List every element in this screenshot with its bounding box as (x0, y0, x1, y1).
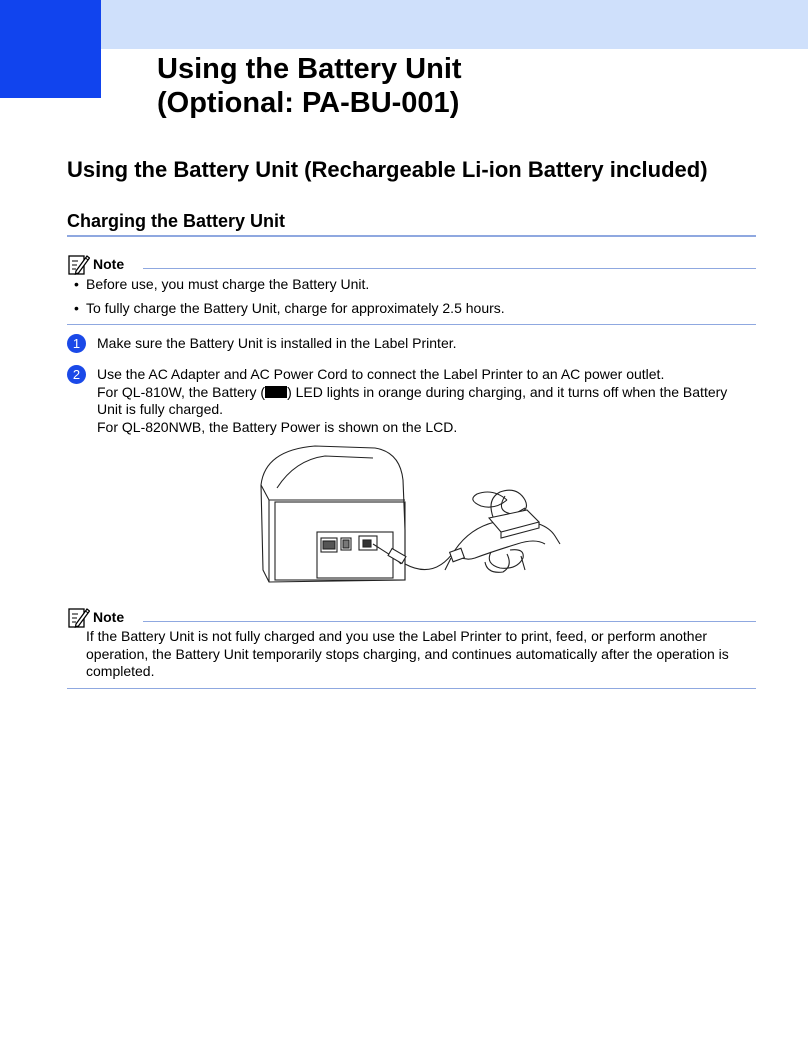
note-bullet-text: To fully charge the Battery Unit, charge for approximately 2.5 hours. (86, 300, 505, 316)
chapter-tab (0, 0, 101, 98)
note-divider (143, 621, 756, 622)
note-divider (143, 268, 756, 269)
note-header (68, 605, 124, 629)
note-bullet: • Before use, you must charge the Battery Unit. (74, 276, 370, 292)
header-band (0, 0, 808, 49)
step-2-line2-after: ) LED lights in orange during charging, and it turns off when the Battery (287, 383, 728, 400)
subsection-rule (67, 235, 756, 237)
page-title-line1: Using the Battery Unit (157, 53, 462, 85)
step-2-line3: Unit is fully charged. (97, 401, 224, 417)
section-heading: Using the Battery Unit (Rechargeable Li-ion Battery included) (67, 157, 708, 182)
note-2-text: If the Battery Unit is not fully charged and you use the Label Printer to print, feed, or perform another operation, the Battery Unit temporarily stops charging, and continues automatically after the operation is completed. (86, 628, 729, 679)
step-2-line2 (97, 384, 727, 402)
note-end-rule (67, 688, 756, 689)
note-end-rule (67, 324, 756, 325)
page-title-line2: (Optional: PA-BU-001) (157, 87, 460, 119)
note-label: Note (93, 256, 125, 272)
note-bullet: • To fully charge the Battery Unit, charge for approximately 2.5 hours. (74, 300, 505, 316)
note-label: Note (93, 609, 125, 625)
step-number-1: 1 (67, 334, 86, 353)
battery-led-icon (265, 386, 287, 398)
note-bullet-text: Before use, you must charge the Battery Unit. (86, 276, 370, 292)
step-2-line4: For QL-820NWB, the Battery Power is shown on the LCD. (97, 418, 458, 435)
page-title (157, 52, 462, 120)
note-header (68, 252, 124, 276)
printer-charging-illustration (255, 440, 565, 608)
note-pencil-icon (68, 253, 90, 275)
step-1-text: Make sure the Battery Unit is installed in the Label Printer. (97, 335, 457, 351)
note-pencil-icon (68, 606, 90, 628)
subsection-heading: Charging the Battery Unit (67, 211, 286, 231)
step-number-2: 2 (67, 365, 86, 384)
step-2-text: Use the AC Adapter and AC Power Cord to connect the Label Printer to an AC power outlet. (97, 366, 665, 382)
step-2-line2-before: For QL-810W, the Battery ( (97, 383, 266, 400)
